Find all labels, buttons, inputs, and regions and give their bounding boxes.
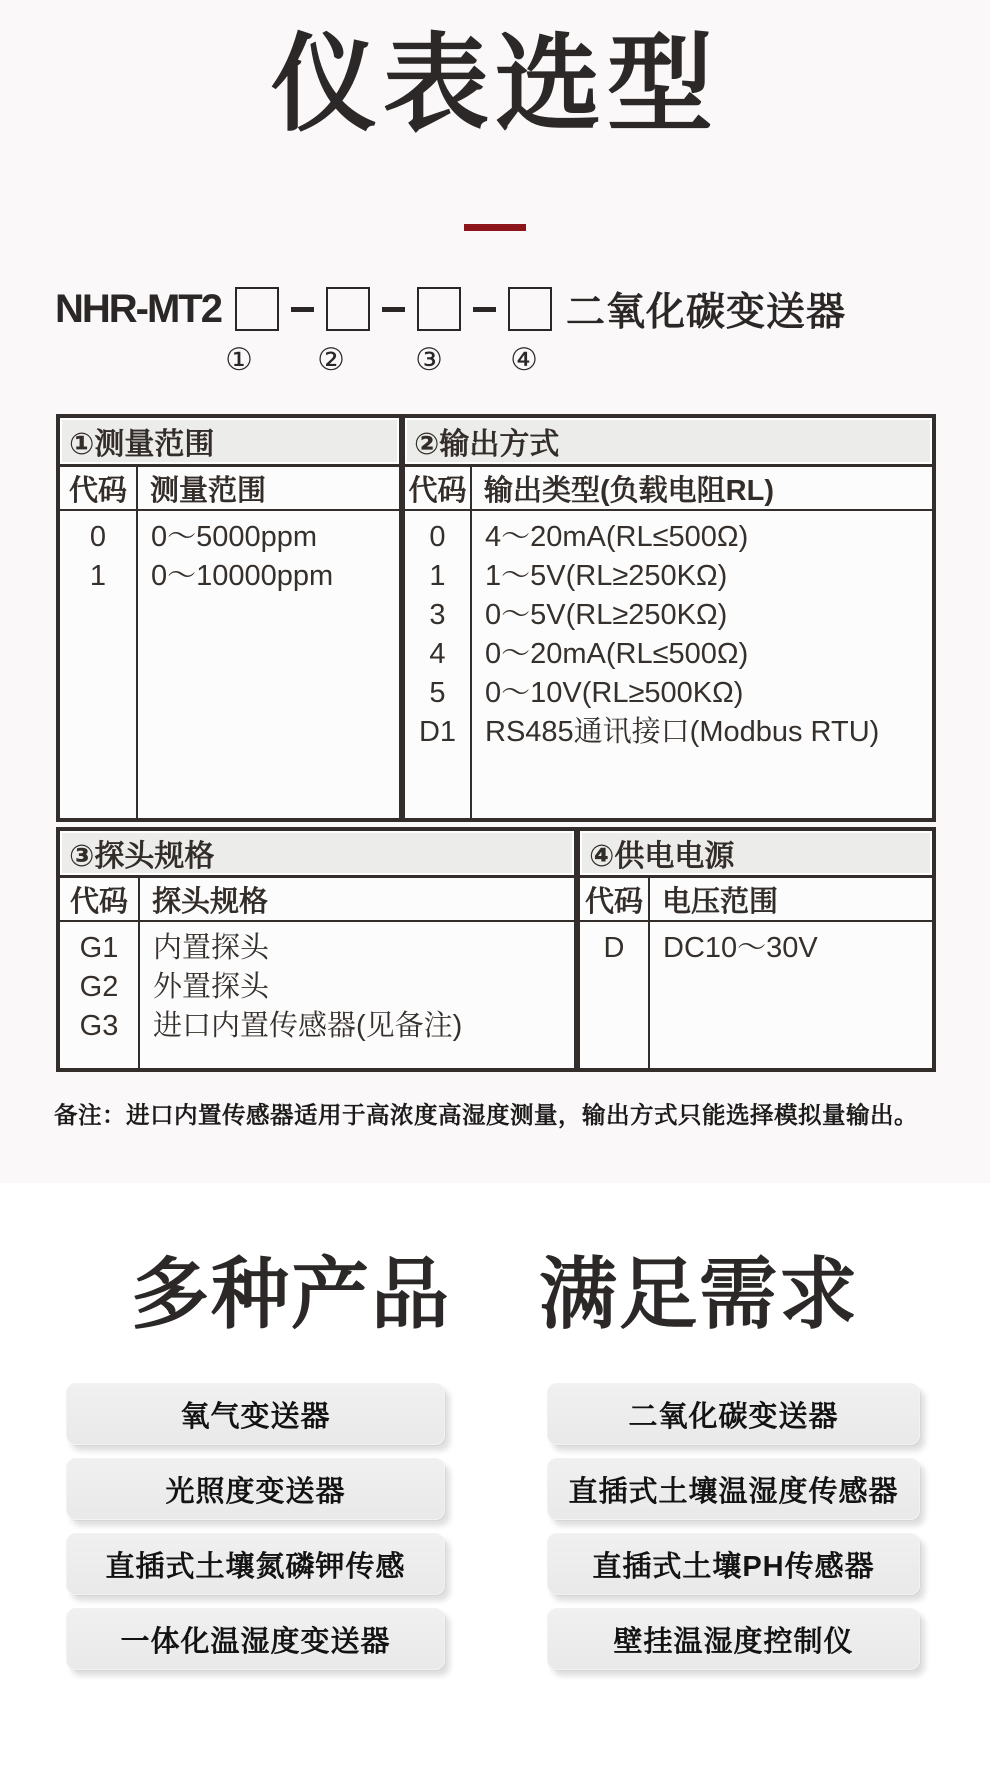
probe-spec-column [138,922,574,1068]
column-header-voltage-range: 电压范围 [648,878,932,922]
output-type-column [470,511,932,818]
table-cell: 0 [89,521,107,553]
code-column [399,511,470,818]
products-heading-left: 多种产品 [130,1250,451,1338]
products-section [0,1183,990,1782]
table-cell: 0～10000ppm [151,560,334,592]
page-title: 仪表选型 [271,26,719,144]
column-header-code: 代码 [399,467,470,511]
selection-table-range-output [56,414,936,822]
circled-digit-1: ① [225,342,253,377]
product-button[interactable]: 光照度变送器 [66,1458,445,1520]
column-header-code: 代码 [60,878,138,922]
product-button[interactable]: 氧气变送器 [66,1383,445,1445]
circled-digit-4: ④ [510,342,538,377]
table-cell: G2 [79,971,119,1003]
code-box-1 [235,287,279,331]
product-button[interactable]: 一体化温湿度变送器 [66,1608,445,1670]
section-header-output-mode: ②输出方式 [399,418,932,467]
circled-digit-3: ③ [415,342,443,377]
code-column [60,922,138,1068]
table-cell: 1 [89,560,107,592]
product-button[interactable]: 直插式土壤PH传感器 [547,1533,920,1595]
column-header-measure-range: 测量范围 [136,467,399,511]
table-cell: 4～20mA(RL≤500Ω) [485,521,749,553]
dash-icon [382,307,405,312]
measure-range-column [136,511,399,818]
voltage-range-column [648,922,932,1068]
table-cell: D [603,932,625,964]
model-code-diagram [55,278,846,340]
table-cell: 0～20mA(RL≤500Ω) [485,638,749,670]
section-header-power-supply: ④供电电源 [574,831,932,878]
table-cell: D1 [418,716,457,748]
table-cell: 1 [429,560,446,592]
remark-note: 备注：进口内置传感器适用于高浓度高湿度测量，输出方式只能选择模拟量输出。 [54,1102,918,1128]
table-cell: 3 [429,599,446,631]
products-grid [66,1383,920,1670]
dash-icon [291,307,314,312]
table-cell: 0～10V(RL≥500KΩ) [485,677,744,709]
section-header-probe-spec: ③探头规格 [60,831,574,878]
product-button[interactable]: 二氧化碳变送器 [547,1383,920,1445]
circled-digit-2: ② [317,342,345,377]
selection-table-probe-power [56,827,936,1072]
products-heading [0,1232,990,1344]
table-cell: 外置探头 [153,971,270,1003]
table-cell: 4 [429,638,446,670]
products-heading-right: 满足需求 [539,1250,860,1338]
table-cell: 0 [429,521,446,553]
table-cell: G3 [79,1010,119,1042]
table-cell: 1～5V(RL≥250KΩ) [485,560,728,592]
code-column [60,511,136,818]
column-header-output-type: 输出类型(负载电阻RL) [470,467,932,511]
column-header-code: 代码 [60,467,136,511]
column-header-probe-spec: 探头规格 [138,878,574,922]
table-cell: G1 [79,932,119,964]
table-cell: 进口内置传感器(见备注) [153,1010,463,1042]
model-prefix: NHR-MT2 [55,286,221,331]
product-button[interactable]: 直插式土壤氮磷钾传感 [66,1533,445,1595]
table-cell: 0～5000ppm [151,521,318,553]
section-header-measure-range: ①测量范围 [60,418,399,467]
code-box-2 [326,287,370,331]
title-underline [464,224,526,231]
column-header-code: 代码 [574,878,648,922]
dash-icon [473,307,496,312]
table-cell: RS485通讯接口(Modbus RTU) [485,716,880,748]
table-cell: 0～5V(RL≥250KΩ) [485,599,728,631]
product-button[interactable]: 直插式土壤温湿度传感器 [547,1458,920,1520]
table-cell: 内置探头 [153,932,270,964]
code-box-3 [417,287,461,331]
table-cell: DC10～30V [663,932,818,964]
product-button[interactable]: 壁挂温湿度控制仪 [547,1608,920,1670]
table-cell: 5 [429,677,446,709]
code-box-4 [508,287,552,331]
model-suffix: 二氧化碳变送器 [565,291,846,334]
code-column [574,922,648,1068]
